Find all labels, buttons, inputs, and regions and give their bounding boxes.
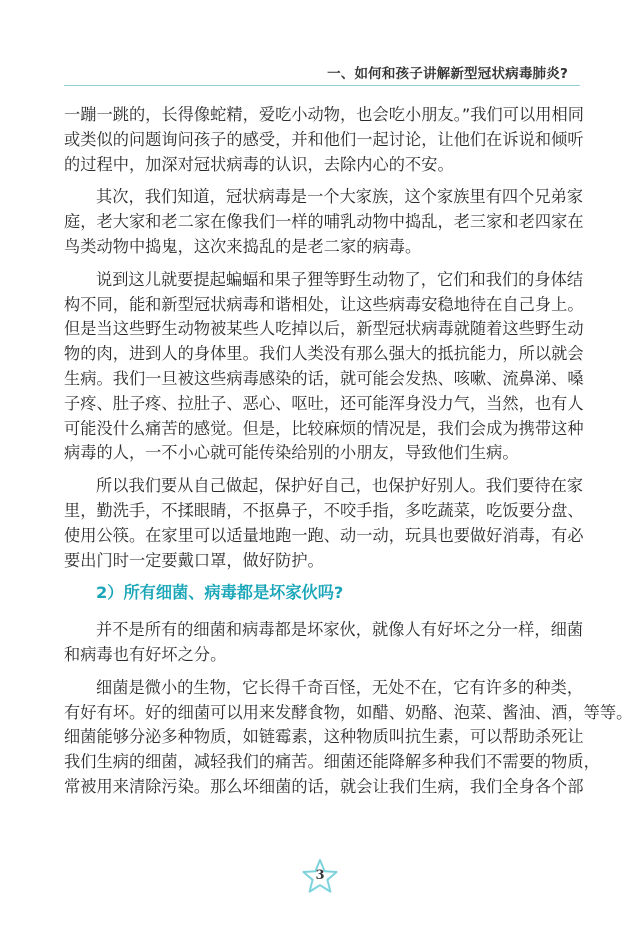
text-line: 说到这儿就要提起蝙蝠和果子狸等野生动物了，它们和我们的身体结 bbox=[96, 269, 584, 289]
text-line: 病毒的人，一不小心就可能传染给别的小朋友，导致他们生病。 bbox=[64, 443, 519, 463]
header-divider bbox=[64, 85, 580, 86]
text-line: 但是当这些野生动物被某些人吃掉以后，新型冠状病毒就随着这些野生动 bbox=[64, 319, 584, 339]
paragraph bbox=[64, 618, 584, 668]
text-line: 我们生病的细菌，减轻我们的痛苦。细菌还能降解多种我们不需要的物质， bbox=[64, 752, 600, 772]
text-line: 使用公筷。在家里可以适量地跑一跑、动一动，玩具也要做好消毒，有必 bbox=[64, 525, 584, 545]
text-line: 要出门时一定要戴口罩，做好防护。 bbox=[64, 550, 324, 570]
page-body bbox=[64, 103, 633, 808]
text-line: 所以我们要从自己做起，保护好自己，也保护好别人。我们要待在家 bbox=[96, 476, 584, 496]
text-line: 并不是所有的细菌和病毒都是坏家伙，就像人有好坏之分一样，细菌 bbox=[96, 620, 584, 640]
text-line: 细菌是微小的生物，它长得千奇百怪，无处不在，它有许多的种类， bbox=[96, 677, 584, 697]
paragraph bbox=[64, 268, 584, 466]
text-line: 物的肉，进到人的身体里。我们人类没有那么强大的抵抗能力，所以就会 bbox=[64, 344, 584, 364]
page-number: 3 bbox=[315, 868, 325, 883]
text-line: 鸟类动物中捣鬼，这次来捣乱的是老二家的病毒。 bbox=[64, 236, 422, 256]
text-line: 和病毒也有好坏之分。 bbox=[64, 644, 227, 664]
text-line: 构不同，能和新型冠状病毒和谐相处，让这些病毒安稳地待在自己身上。 bbox=[64, 294, 584, 314]
text-line: 里，勤洗手，不揉眼睛，不抠鼻子，不咬手指，多吃蔬菜，吃饭要分盘、 bbox=[64, 500, 584, 520]
text-line: 有好有坏。好的细菌可以用来发酵食物，如醋、奶酪、泡菜、酱油、酒，等等。 bbox=[64, 702, 633, 722]
text-line: 可能没什么痛苦的感觉。但是，比较麻烦的情况是，我们会成为携带这种 bbox=[64, 418, 584, 438]
text-line: 的过程中，加深对冠状病毒的认识，去除内心的不安。 bbox=[64, 154, 454, 174]
text-line: 或类似的问题询问孩子的感受，并和他们一起讨论，让他们在诉说和倾听 bbox=[64, 129, 584, 149]
paragraph bbox=[64, 185, 584, 259]
text-line: 子疼、肚子疼、拉肚子、恶心、呕吐，还可能浑身没力气，当然，也有人 bbox=[64, 393, 584, 413]
paragraph bbox=[64, 474, 584, 573]
text-line: 细菌能够分泌多种物质，如链霉素，这种物质叫抗生素，可以帮助杀死让 bbox=[64, 727, 584, 747]
section-subheading: 2）所有细菌、病毒都是坏家伙吗? bbox=[96, 583, 344, 603]
text-line: 其次，我们知道，冠状病毒是一个大家族，这个家族里有四个兄弟家 bbox=[96, 187, 584, 207]
running-header: 一、如何和孩子讲解新型冠状病毒肺炎? bbox=[327, 66, 568, 82]
text-line: 一蹦一跳的，长得像蛇精，爱吃小动物，也会吃小朋友。”我们可以用相同 bbox=[64, 105, 584, 124]
text-line: 常被用来清除污染。那么坏细菌的话，就会让我们生病，我们全身各个部 bbox=[64, 776, 584, 796]
text-line: 生病。我们一旦被这些病毒感染的话，就可能会发热、咳嗽、流鼻涕、嗓 bbox=[64, 368, 584, 388]
paragraph bbox=[64, 676, 633, 800]
text-line: 庭，老大家和老二家在像我们一样的哺乳动物中捣乱，老三家和老四家在 bbox=[64, 212, 584, 232]
paragraph bbox=[64, 103, 584, 177]
